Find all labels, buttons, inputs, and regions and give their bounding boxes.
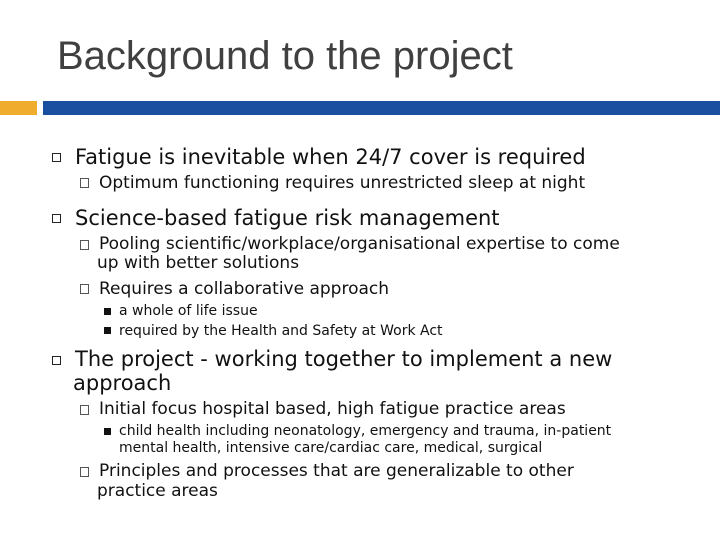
slide-title: Background to the project	[57, 34, 513, 78]
bullet-2-marker-icon	[52, 214, 61, 223]
title-accent-bar	[0, 101, 37, 115]
bullet-1-1-text: Optimum functioning requires unrestricted sleep at night	[99, 173, 586, 193]
bullet-3-2-text-line-2: practice areas	[97, 481, 218, 501]
bullet-1-1-marker-icon	[80, 178, 89, 188]
bullet-3-1-marker-icon	[80, 405, 89, 415]
bullet-3-1-1-text-line-2: mental health, intensive care/cardiac care, medical, surgical	[119, 440, 543, 456]
bullet-2-1-marker-icon	[80, 240, 89, 250]
bullet-3-1-text: Initial focus hospital based, high fatigue practice areas	[99, 399, 566, 419]
bullet-3-1-1-marker-icon	[104, 428, 111, 435]
bullet-3-text-line-1: The project - working together to implement a new	[75, 347, 613, 371]
bullet-3-text-line-2: approach	[73, 371, 172, 395]
bullet-3-marker-icon	[52, 356, 61, 365]
bullet-2-1-text-line-1: Pooling scientific/workplace/organisational expertise to come	[99, 234, 620, 254]
bullet-2-1-text-line-2: up with better solutions	[97, 253, 300, 273]
bullet-2-2-1-text: a whole of life issue	[119, 303, 258, 319]
bullet-2-2-2-marker-icon	[104, 327, 111, 334]
bullet-3-2-text-line-1: Principles and processes that are generalizable to other	[99, 461, 574, 481]
bullet-1-marker-icon	[52, 153, 61, 162]
title-divider-bar	[43, 101, 720, 115]
bullet-2-2-1-marker-icon	[104, 308, 111, 315]
bullet-2-2-marker-icon	[80, 284, 89, 294]
bullet-2-text: Science-based fatigue risk management	[75, 206, 500, 230]
bullet-3-2-marker-icon	[80, 467, 89, 477]
bullet-3-1-1-text-line-1: child health including neonatology, emergency and trauma, in-patient	[119, 423, 612, 439]
bullet-1-text: Fatigue is inevitable when 24/7 cover is required	[75, 145, 586, 169]
bullet-2-2-text: Requires a collaborative approach	[99, 279, 390, 299]
bullet-2-2-2-text: required by the Health and Safety at Work Act	[119, 323, 443, 339]
